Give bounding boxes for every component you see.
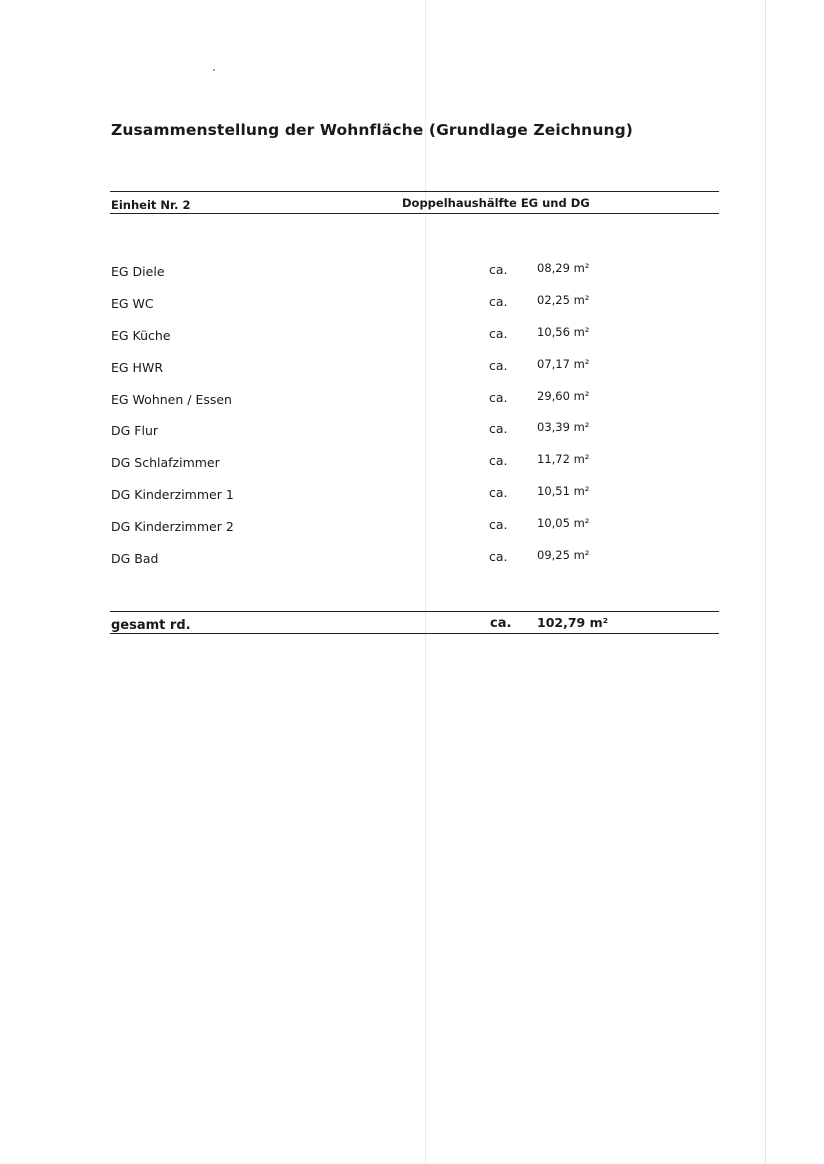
- room-row: [0, 481, 824, 513]
- scan-speck: [213, 69, 215, 71]
- room-name: EG WC: [111, 295, 154, 311]
- room-row: [0, 417, 824, 449]
- scan-fold-line: [425, 0, 426, 1164]
- room-row: [0, 322, 824, 354]
- room-area: 10,51 m²: [537, 484, 590, 499]
- unit-description: Doppelhaushälfte EG und DG: [402, 196, 590, 210]
- approx-label: ca.: [489, 293, 508, 309]
- room-name: DG Kinderzimmer 1: [111, 487, 234, 503]
- room-name: EG Küche: [111, 327, 171, 343]
- room-area: 08,29 m²: [537, 261, 590, 275]
- room-name: EG Diele: [111, 264, 165, 279]
- header-top-rule: [110, 191, 719, 192]
- room-row: [0, 449, 824, 481]
- room-name: EG HWR: [111, 359, 164, 375]
- room-area: 03,39 m²: [537, 420, 590, 435]
- room-row: [0, 258, 824, 290]
- approx-label: ca.: [489, 485, 508, 501]
- room-name: DG Schlafzimmer: [111, 455, 220, 471]
- room-row: [0, 290, 824, 322]
- approx-label: ca.: [489, 389, 508, 405]
- approx-label: ca.: [489, 262, 508, 277]
- total-label: gesamt rd.: [111, 618, 191, 633]
- approx-label: ca.: [489, 549, 508, 565]
- room-row: [0, 545, 824, 577]
- approx-label: ca.: [489, 517, 508, 533]
- document-title: Zusammenstellung der Wohnfläche (Grundlage Zeichnung): [111, 121, 633, 139]
- approx-label: ca.: [489, 325, 508, 341]
- approx-label: ca.: [489, 357, 508, 373]
- room-name: EG Wohnen / Essen: [111, 391, 232, 407]
- total-top-rule: [110, 611, 719, 612]
- room-row: [0, 386, 824, 418]
- room-area: 29,60 m²: [537, 388, 590, 403]
- total-bottom-rule: [110, 633, 719, 634]
- room-area: 11,72 m²: [537, 452, 590, 467]
- header-bottom-rule: [110, 213, 719, 214]
- room-area: 09,25 m²: [537, 548, 590, 563]
- room-name: DG Flur: [111, 423, 159, 439]
- room-row: [0, 513, 824, 545]
- room-name: DG Bad: [111, 551, 159, 567]
- room-area: 10,56 m²: [537, 324, 590, 339]
- scan-edge-line: [765, 0, 766, 1164]
- total-area: 102,79 m²: [537, 615, 609, 630]
- room-row: [0, 354, 824, 386]
- room-list: [0, 258, 824, 577]
- total-approx-label: ca.: [490, 616, 512, 631]
- room-area: 10,05 m²: [537, 516, 590, 531]
- approx-label: ca.: [489, 421, 508, 437]
- unit-label: Einheit Nr. 2: [111, 198, 191, 212]
- room-area: 02,25 m²: [537, 292, 590, 307]
- approx-label: ca.: [489, 453, 508, 469]
- room-area: 07,17 m²: [537, 356, 590, 371]
- room-name: DG Kinderzimmer 2: [111, 519, 234, 535]
